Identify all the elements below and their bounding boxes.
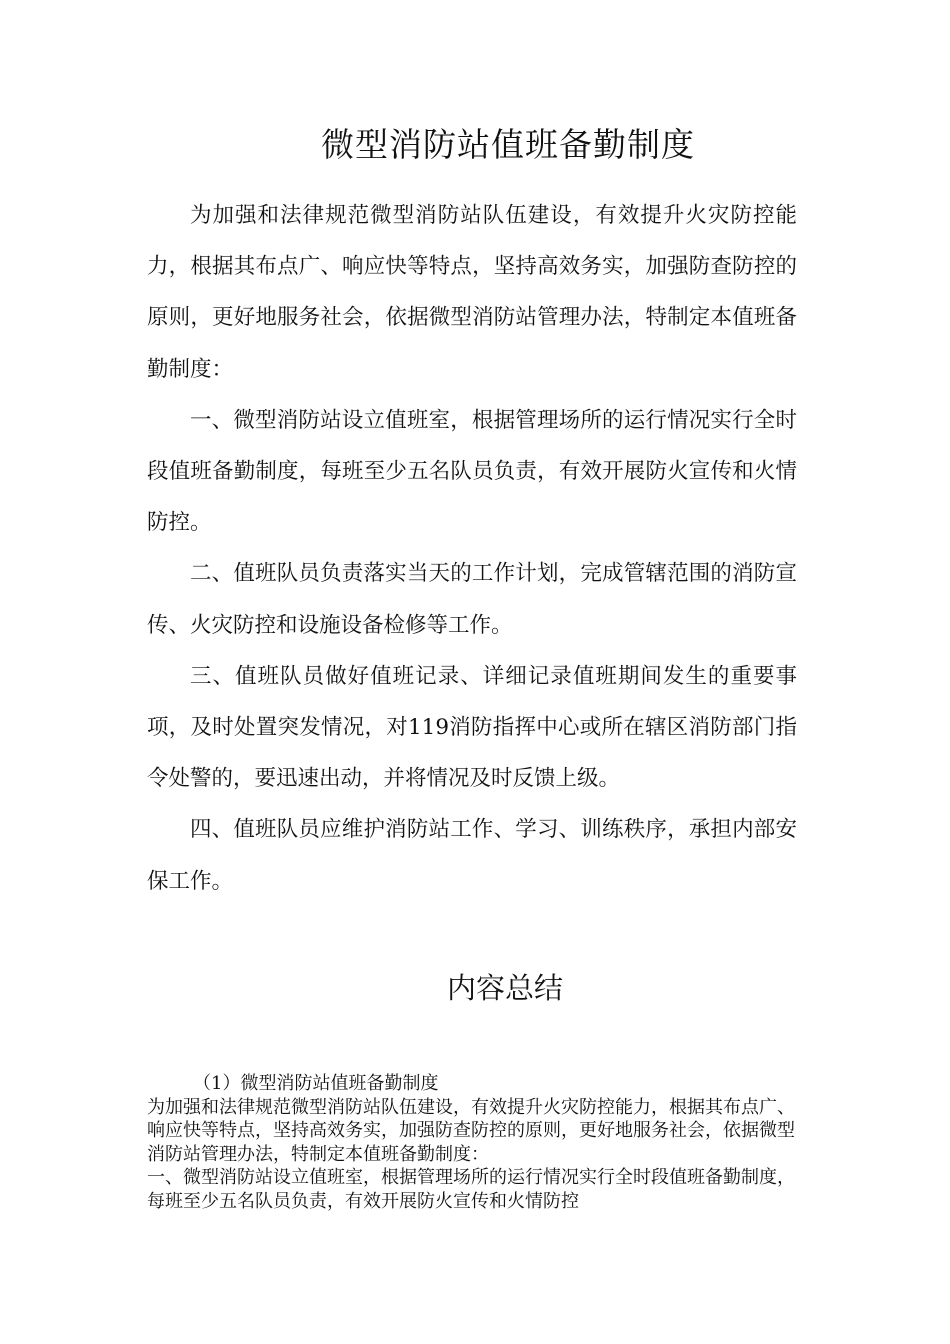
summary-heading: （1）微型消防站值班备勤制度 (193, 1073, 439, 1094)
document-body (147, 190, 797, 907)
clause-4-paragraph: 四、值班队员应维护消防站工作、学习、训练秩序，承担内部安保工作。 (147, 817, 797, 894)
summary-section (147, 1072, 797, 1213)
summary-clause-text: 一、微型消防站设立值班室，根据管理场所的运行情况实行全时段值班备勤制度，每班至少五名队员负责，有效开展防火宣传和火情防控 (147, 1167, 795, 1212)
clause-2-paragraph: 二、值班队员负责落实当天的工作计划，完成管辖范围的消防宣传、火灾防控和设施设备检修等工作。 (147, 561, 797, 638)
intro-paragraph: 为加强和法律规范微型消防站队伍建设，有效提升火灾防控能力，根据其布点广、响应快等特点，坚持高效务实，加强防查防控的原则，更好地服务社会，依据微型消防站管理办法，特制定本值班备勤制度： (147, 203, 797, 382)
summary-title: 内容总结 (446, 971, 563, 1005)
document-title: 微型消防站值班备勤制度 (321, 125, 695, 164)
clause-3-paragraph: 三、值班队员做好值班记录、详细记录值班期间发生的重要事项，及时处置突发情况，对119消防指挥中心或所在辖区消防部门指令处警的，要迅速出动，并将情况及时反馈上级。 (147, 663, 797, 792)
summary-intro-text: 为加强和法律规范微型消防站队伍建设，有效提升火灾防控能力，根据其布点广、响应快等特点，坚持高效务实，加强防查防控的原则，更好地服务社会，依据微型消防站管理办法，特制定本值班备勤制度： (147, 1096, 795, 1165)
clause-1-paragraph: 一、微型消防站设立值班室，根据管理场所的运行情况实行全时段值班备勤制度，每班至少五名队员负责，有效开展防火宣传和火情防控。 (147, 407, 797, 536)
